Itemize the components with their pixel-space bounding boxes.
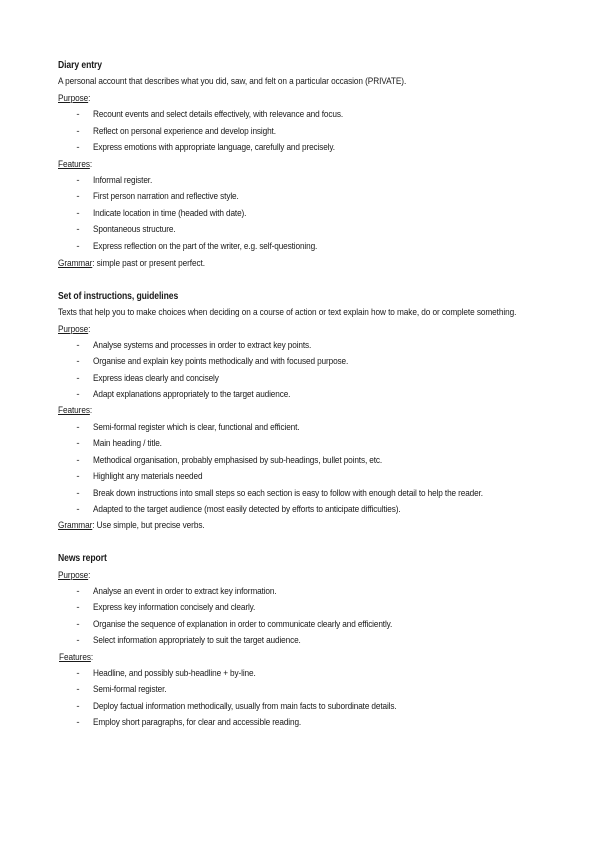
grammar-label-text: Grammar bbox=[58, 258, 93, 269]
bullet-dash: - bbox=[76, 175, 80, 186]
grammar-text: : Use simple, but precise verbs. bbox=[92, 520, 205, 531]
list-item: Recount events and select details effectively, with relevance and focus. bbox=[93, 109, 343, 120]
bullet-dash: - bbox=[76, 504, 80, 515]
colon: : bbox=[89, 159, 93, 170]
list-item: Adapt explanations appropriately to the target audience. bbox=[93, 389, 291, 400]
bullet-dash: - bbox=[76, 717, 80, 728]
features-label-instructions bbox=[58, 403, 92, 418]
colon: : bbox=[88, 570, 91, 581]
list-item: Select information appropriately to suit the target audience. bbox=[93, 635, 301, 646]
list-item: Informal register. bbox=[93, 175, 153, 186]
section-heading-instructions: Set of instructions, guidelines bbox=[58, 291, 179, 302]
list-item: Spontaneous structure. bbox=[93, 224, 176, 235]
colon: : bbox=[88, 324, 91, 335]
section-intro-diary: A personal account that describes what you did, saw, and felt on a particular occasion (PRIVATE). bbox=[58, 76, 407, 87]
purpose-label-diary bbox=[58, 91, 90, 106]
list-item: Organise and explain key points methodically and with focused purpose. bbox=[93, 356, 349, 367]
features-label-text: Features bbox=[59, 652, 91, 663]
bullet-dash: - bbox=[76, 142, 80, 153]
bullet-dash: - bbox=[76, 586, 80, 597]
bullet-dash: - bbox=[76, 438, 80, 449]
bullet-dash: - bbox=[76, 356, 80, 367]
list-item: Methodical organisation, probably emphasised by sub-headings, bullet points, etc. bbox=[93, 455, 383, 466]
bullet-dash: - bbox=[76, 191, 80, 202]
purpose-label-news bbox=[58, 568, 90, 583]
bullet-dash: - bbox=[76, 455, 80, 466]
colon: : bbox=[88, 93, 91, 104]
bullet-dash: - bbox=[76, 241, 80, 252]
list-item: Express ideas clearly and concisely bbox=[93, 373, 219, 384]
section-intro-instructions: Texts that help you to make choices when deciding on a course of action or text explain how to make, do or complete something. bbox=[58, 307, 517, 318]
list-item: Indicate location in time (headed with date). bbox=[93, 208, 247, 219]
bullet-dash: - bbox=[76, 126, 80, 137]
list-item: Reflect on personal experience and develop insight. bbox=[93, 126, 276, 137]
list-item: Express key information concisely and clearly. bbox=[93, 602, 256, 613]
list-item: Deploy factual information methodically, usually from main facts to subordinate details. bbox=[93, 701, 397, 712]
features-label-news bbox=[59, 650, 93, 665]
list-item: Analyse systems and processes in order to extract key points. bbox=[93, 340, 312, 351]
purpose-label-text: Purpose bbox=[58, 324, 89, 335]
list-item: Express reflection on the part of the writer, e.g. self-questioning. bbox=[93, 241, 318, 252]
list-item: First person narration and reflective style. bbox=[93, 191, 239, 202]
bullet-dash: - bbox=[76, 340, 80, 351]
grammar-text: : simple past or present perfect. bbox=[92, 258, 205, 269]
bullet-dash: - bbox=[76, 373, 80, 384]
colon: : bbox=[89, 405, 93, 416]
list-item: Main heading / title. bbox=[93, 438, 162, 449]
section-heading-diary: Diary entry bbox=[58, 60, 102, 71]
features-label-diary bbox=[58, 157, 92, 172]
bullet-dash: - bbox=[76, 488, 80, 499]
features-label-text: Features bbox=[58, 405, 90, 416]
purpose-label-instructions bbox=[58, 322, 90, 337]
grammar-label-text: Grammar bbox=[58, 520, 93, 531]
bullet-dash: - bbox=[76, 668, 80, 679]
purpose-label-text: Purpose bbox=[58, 93, 89, 104]
list-item: Headline, and possibly sub-headline + by-line. bbox=[93, 668, 256, 679]
bullet-dash: - bbox=[76, 619, 80, 630]
bullet-dash: - bbox=[76, 422, 80, 433]
bullet-dash: - bbox=[76, 224, 80, 235]
bullet-dash: - bbox=[76, 635, 80, 646]
grammar-line-instructions bbox=[58, 518, 205, 533]
list-item: Semi-formal register which is clear, functional and efficient. bbox=[93, 422, 300, 433]
colon: : bbox=[90, 652, 94, 663]
bullet-dash: - bbox=[76, 208, 80, 219]
bullet-dash: - bbox=[76, 389, 80, 400]
section-heading-news: News report bbox=[58, 553, 107, 564]
bullet-dash: - bbox=[76, 602, 80, 613]
bullet-dash: - bbox=[76, 701, 80, 712]
grammar-line-diary bbox=[58, 256, 205, 271]
features-label-text: Features bbox=[58, 159, 90, 170]
list-item: Analyse an event in order to extract key information. bbox=[93, 586, 277, 597]
bullet-dash: - bbox=[76, 471, 80, 482]
list-item: Break down instructions into small steps so each section is easy to follow with enough detail to help the reader. bbox=[93, 488, 483, 499]
list-item: Highlight any materials needed bbox=[93, 471, 203, 482]
list-item: Adapted to the target audience (most easily detected by efforts to anticipate difficulties). bbox=[93, 504, 401, 515]
list-item: Semi-formal register. bbox=[93, 684, 167, 695]
bullet-dash: - bbox=[76, 109, 80, 120]
bullet-dash: - bbox=[76, 684, 80, 695]
list-item: Organise the sequence of explanation in order to communicate clearly and efficiently. bbox=[93, 619, 393, 630]
purpose-label-text: Purpose bbox=[58, 570, 89, 581]
list-item: Express emotions with appropriate language, carefully and precisely. bbox=[93, 142, 335, 153]
list-item: Employ short paragraphs, for clear and accessible reading. bbox=[93, 717, 302, 728]
